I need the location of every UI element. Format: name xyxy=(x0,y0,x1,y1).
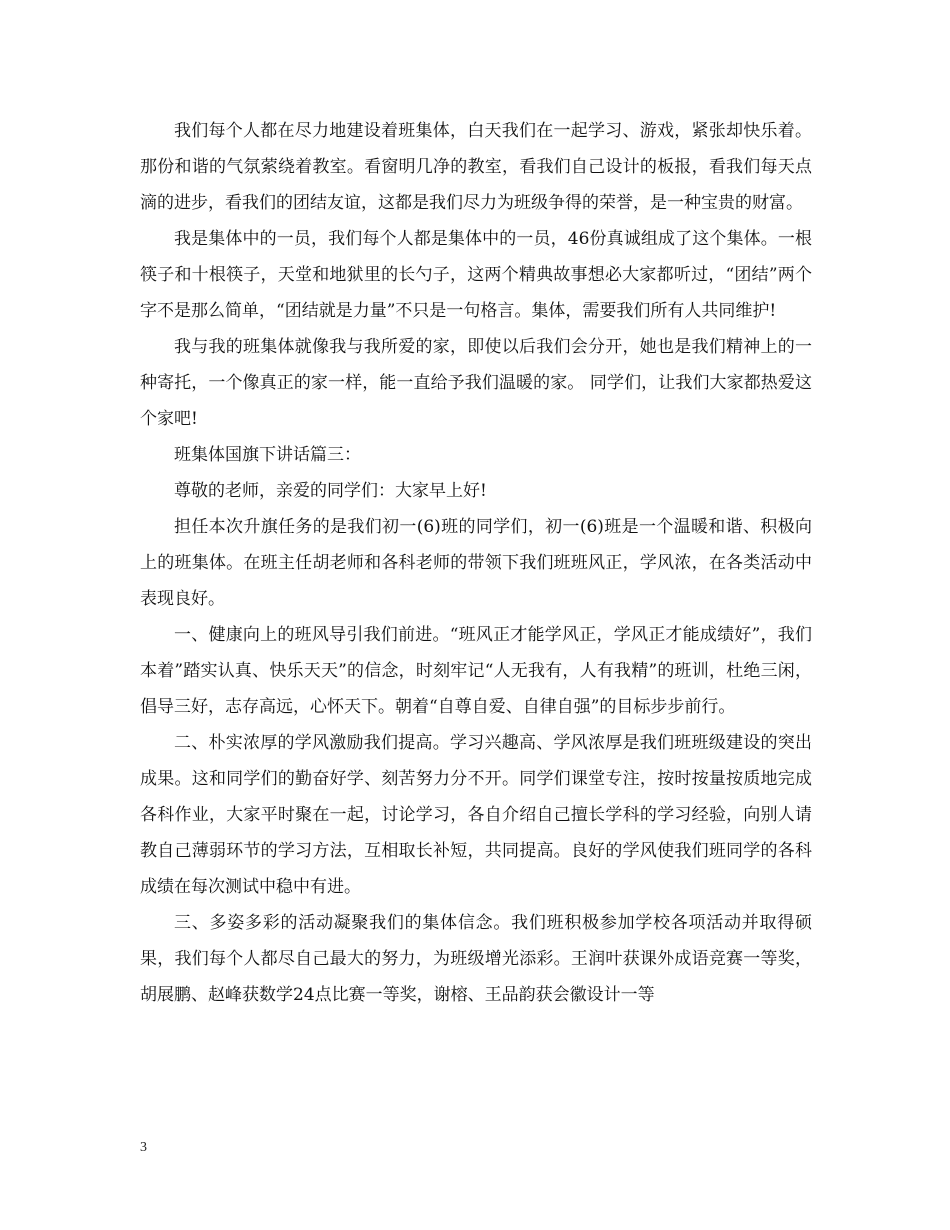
page-number: 3 xyxy=(140,1140,147,1155)
paragraph: 我们每个人都在尽力地建设着班集体，白天我们在一起学习、游戏，紧张却快乐着。那份和谐的气氛萦绕着教室。看窗明几净的教室，看我们自己设计的板报，看我们每天点滴的进步，看我们的团结友谊，这都是我们尽力为班级争得的荣誉，是一种宝贵的财富。 xyxy=(140,121,812,213)
paragraph: 一、健康向上的班风导引我们前进。“班风正才能学风正，学风正才能成绩好”，我们本着”踏实认真、快乐天天”的信念，时刻牢记“人无我有，人有我精”的班训，杜绝三闲，倡导三好，志存高远，心怀天下。朝着“自尊自爱、自律自强”的目标步步前行。 xyxy=(140,625,812,717)
paragraph: 我是集体中的一员，我们每个人都是集体中的一员，46份真诚组成了这个集体。一根筷子和十根筷子，天堂和地狱里的长勺子，这两个精典故事想必大家都听过，“团结”两个字不是那么简单，“团结就是力量”不只是一句格言。集体，需要我们所有人共同维护! xyxy=(140,229,812,321)
greeting-line: 尊敬的老师，亲爱的同学们：大家早上好! xyxy=(174,481,487,501)
paragraph: 二、朴实浓厚的学风激励我们提高。学习兴趣高、学风浓厚是我们班班级建设的突出成果。这和同学们的勤奋好学、刻苦努力分不开。同学们课堂专注，按时按量按质地完成各科作业，大家平时聚在一起，讨论学习，各自介绍自己擅长学科的学习经验，向别人请教自己薄弱环节的学习方法，互相取长补短，共同提高。良好的学风使我们班同学的各科成绩在每次测试中稳中有进。 xyxy=(140,733,812,897)
paragraph: 三、多姿多彩的活动凝聚我们的集体信念。我们班积极参加学校各项活动并取得硕果，我们每个人都尽自己最大的努力，为班级增光添彩。王润叶获课外成语竞赛一等奖，胡展鹏、赵峰获数学24点比赛一等奖，谢榕、王品韵获会徽设计一等 xyxy=(140,913,812,1005)
paragraph: 担任本次升旗任务的是我们初一(6)班的同学们，初一(6)班是一个温暖和谐、积极向上的班集体。在班主任胡老师和各科老师的带领下我们班班风正，学风浓，在各类活动中表现良好。 xyxy=(140,517,812,609)
paragraph: 我与我的班集体就像我与我所爱的家，即使以后我们会分开，她也是我们精神上的一种寄托，一个像真正的家一样，能一直给予我们温暖的家。 同学们，让我们大家都热爱这个家吧! xyxy=(140,337,812,429)
document-body xyxy=(140,113,812,1013)
section-heading: 班集体国旗下讲话篇三： xyxy=(174,445,361,465)
